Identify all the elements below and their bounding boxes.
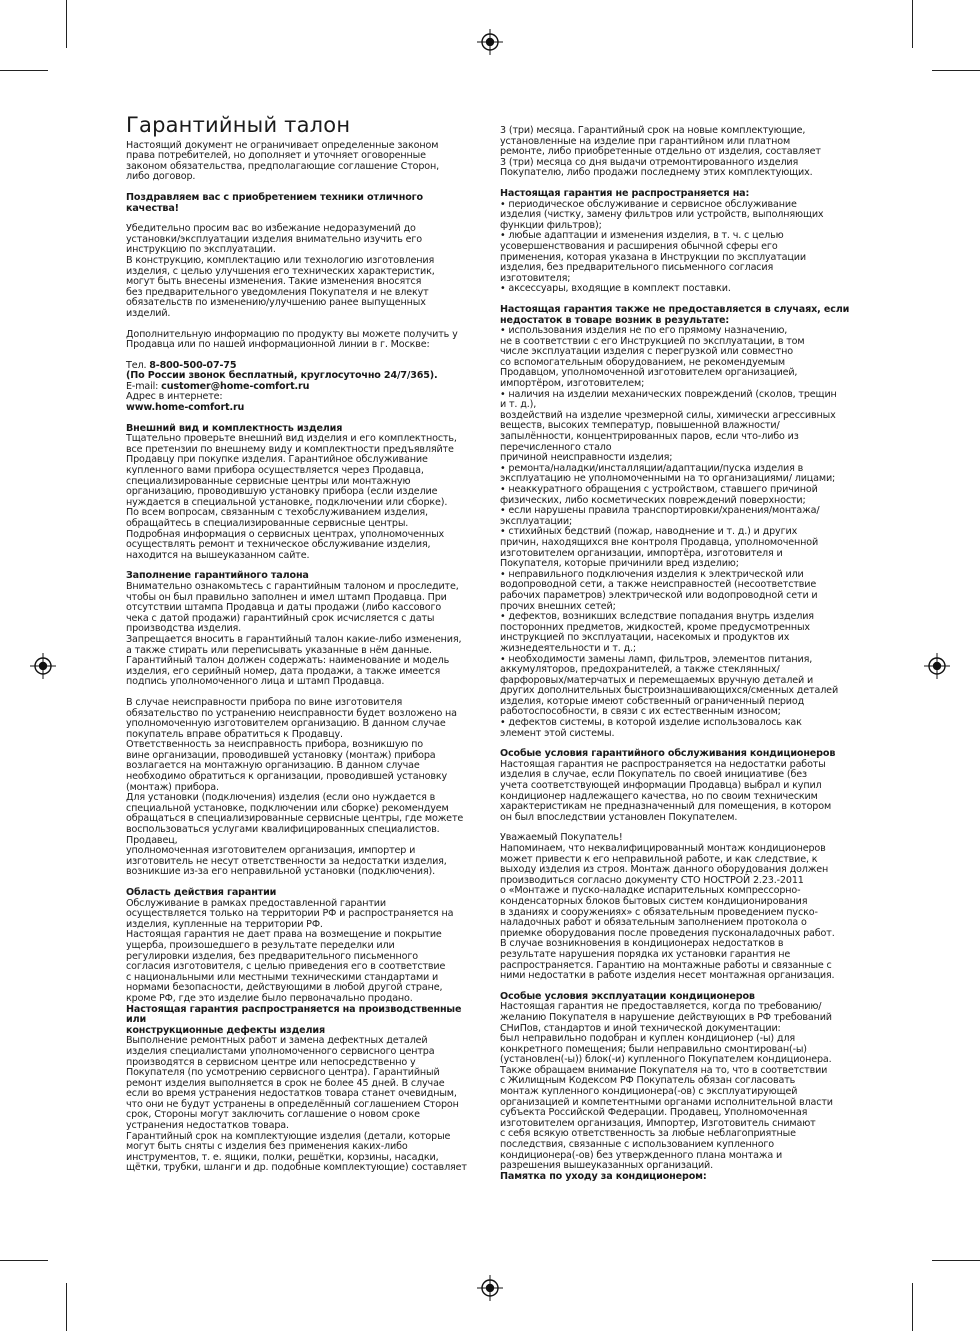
parts-continued-text: 3 (три) месяца. Гарантийный срок на новые комплектующие, установленные на изделие при гарантийном или платном ремонте, либо приобретенные отдельно от изделия, составляет 3 (три) месяца со дня выдачи отремонтированного изделия Покупателю, либо продажи последнему этих комплектующих.: [500, 125, 821, 179]
not-cover-list: • периодическое обслуживание и сервисное обслуживание изделия (чистку, замену фильтров или устройств, выполняющих функции фильтров); • любые адаптации и изменения изделия, в т. ч. с целью усовершенствования и расширения обычной сферы его применения, которая указана в Инструкции по эксплуатации изделия, без предварительного письменного согласия изготовителя; • аксессуары, входящие в комплект поставки.: [500, 198, 824, 295]
crop-mark: [66, 0, 67, 48]
care-heading: Памятка по уходу за кондиционером:: [500, 1170, 707, 1182]
phone-note: (По России звонок бесплатный, круглосуточно 24/7/365).: [126, 370, 438, 382]
email-link[interactable]: customer@home-comfort.ru: [161, 380, 310, 392]
not-cover-heading: Настоящая гарантия не распространяется на:: [500, 187, 750, 199]
dear-customer-text: Уважаемый Покупатель! Напоминаем, что неквалифицированный монтаж кондиционеров может привести к его неправильной работе, и как следствие, к выходу изделия из строя. Монтаж данного оборудования должен производиться согласно документу СТО НОСТРОЙ 2.23.-2011 о «Монтаже и пуско-наладке испарительных компрессорно- конденсаторных блоков бытовых систем кондиционирования в зданиях и сооружениях» с обязательным проведением пуско- наладочных работ и обязательным заполнением протокола о приемке оборудования после проведения пусконаладочных работ. В случае возникновения в кондиционерах недостатков в результате нарушения порядка их установки гарантия не распространяется. Гарантию на монтажные работы и связанные с ними недостатки в работе изделия несет монтажная организация.: [500, 832, 835, 982]
filling-heading: Заполнение гарантийного талона: [126, 570, 309, 582]
scope-heading: Область действия гарантии: [126, 887, 277, 898]
web-label: Адрес в интернете:: [126, 391, 223, 403]
registration-mark-icon: [924, 653, 950, 679]
crop-mark: [912, 1283, 913, 1331]
ac-service-text: Настоящая гарантия не распространяется на недостатки работы изделия в случае, если Покупатель по своей инициативе (без учета соответствующей информации Продавца) выбрал и купил кондиционер надлежащего качества, но по своим техническим характеристикам не предназначенный для помещения, в котором он был впоследствии установлен Покупателем.: [500, 758, 832, 823]
phone-label: Тел.: [126, 359, 150, 371]
right-column: [500, 126, 860, 1182]
defects-text: Выполнение ремонтных работ и замена дефектных деталей изделия специалистами уполномоченного сервисного центра производятся в сервисном центре или непосредственно у Покупателя (по усмотрению сервисного центра). Гарантийный ремонт изделия выполняется в срок не более 45 дней. В случае если во время устранения недостатков товара станет очевидным, что они не будут устранены в определённый соглашением Сторон срок, Стороны могут заключить соглашение о новом сроке устранения недостатков товара. Гарантийный срок на комплектующие изделия (детали, которые могут быть сняты с изделия без применения каких-либо инструментов, т. е. ящики, полки, решётки, корзины, насадки, щётки, трубки, шланги и др. подобные комплектующие) составляет: [126, 1035, 467, 1174]
crop-mark: [0, 1260, 48, 1261]
more-info-text: Дополнительную информацию по продукту вы можете получить у Продавца или по нашей информационной линии в г. Москве:: [126, 328, 458, 351]
scope-text: Обслуживание в рамках предоставленной гарантии осуществляется только на территории РФ и распространяется на изделия, купленные на территории РФ. Настоящая гарантия не дает права на возмещение и покрытие ущерба, произошедшего в результате переделки или регулировки изделия, без предварительного письменного согласия изготовителя, с целью приведения его в соответствие с национальными или местными техническими стандартами и нормами безопасности, действующими в любой другой стране, кроме РФ, где это изделие было первоначально продано.: [126, 897, 454, 1004]
registration-mark-icon: [477, 1275, 503, 1301]
ac-use-text: Настоящая гарантия не предоставляется, когда по требованию/ желанию Покупателя в нарушение действующих в РФ требований СНиПов, стандартов и иной технической документации: был неправильно подобран и куплен кондиционер (-ы) для конкретного помещения; были неправильно смонтирован(-ы) (установлен(-ы)) блок(-и) купленного Покупателем кондиционера. Также обращаем внимание Покупателя на то, что в соответствии с Жилищным Кодексом РФ Покупатель обязан согласовать монтаж купленного кондиционера(-ов) с эксплуатирующей организацией и компетентными органами исполнительной власти субъекта Российской Федерации. Продавец, Уполномоченная изготовителем организация, Импортер, Изготовитель снимают с себя всякую ответственность за любые неблагоприятные последствия, связанные с использованием купленного кондиционера(-ов) без утвержденного плана монтажа и разрешения вышеуказанных организаций.: [500, 1001, 833, 1172]
crop-mark: [932, 1260, 980, 1261]
crop-mark: [66, 1283, 67, 1331]
not-provided-heading: Настоящая гарантия также не предоставляется в случаях, если недостаток в товаре возник в результате:: [500, 303, 850, 326]
registration-mark-icon: [30, 653, 56, 679]
email-label: E-mail:: [126, 380, 162, 392]
crop-mark: [932, 70, 980, 71]
page-title: Гарантийный талон: [126, 113, 351, 137]
appearance-heading: Внешний вид и комплектность изделия: [126, 422, 343, 434]
left-column: [126, 113, 482, 1174]
appearance-text: Тщательно проверьте внешний вид изделия и его комплектность, все претензии по внешнему виду и комплектности предъявляйте Продавцу при покупке изделия. Гарантийное обслуживание купленного вами прибора осуществляется через Продавца, специализированные сервисные центры или монтажную организацию, проводившую установку прибора (если изделие нуждается в специальной установке, подключении или сборке). По всем вопросам, связанным с техобслуживанием изделия, обращайтесь в специализированные сервисные центры. Подробная информация о сервисных центрах, уполномоченных осуществлять ремонт и техническое обслуживание изделия, находится на вышеуказанном сайте.: [126, 433, 457, 561]
request-text: Убедительно просим вас во избежание недоразумений до установки/эксплуатации изделия внимательно изучить его инструкцию по эксплуатации. В конструкцию, комплектацию или технологию изготовления изделия, с целью улучшения его технических характеристик, могут быть внесены изменения. Такие изменения вносятся без предварительного уведомления Покупателя и не влекут обязательств по изменению/улучшению ранее выпущенных изделий.: [126, 223, 435, 319]
ac-use-heading: Особые условия эксплуатации кондиционеров: [500, 990, 755, 1002]
registration-mark-icon: [477, 29, 503, 55]
crop-mark: [912, 0, 913, 48]
congrats-heading: Поздравляем вас с приобретением техники отличного качества!: [126, 191, 423, 214]
intro-text: Настоящий документ не ограничивает определенные законом права потребителей, но дополняет и уточняет оговоренные законом обязательства, предполагающие соглашение Сторон, либо договор.: [126, 139, 440, 183]
ac-service-heading: Особые условия гарантийного обслуживания кондиционеров: [500, 748, 836, 760]
filling-text: Внимательно ознакомьтесь с гарантийным талоном и проследите, чтобы он был правильно заполнен и имел штамп Продавца. При отсутствии штампа Продавца и даты продажи (либо кассового чека с датой продажи) гарантийный срок исчисляется с даты производства изделия. Запрещается вносить в гарантийный талон какие-либо изменения, а также стирать или переписывать указанные в нём данные. Гарантийный талон должен содержать: наименование и модель изделия, его серийный номер, дата продажи, а также имеется подпись уполномоченного лица и штамп Продавца.: [126, 580, 462, 688]
crop-mark: [0, 70, 48, 71]
phone-number[interactable]: 8-800-500-07-75: [149, 359, 237, 371]
web-link[interactable]: www.home-comfort.ru: [126, 402, 245, 414]
not-provided-list: • использования изделия не по его прямому назначению, не в соответствии с его Инструкцией по эксплуатации, в том числе эксплуатации изделия с перегрузкой или совместно со вспомогательным оборудованием, не рекомендуемым Продавцом, уполномоченной изготовителем организацией, импортёром, изготовителем; • наличия на изделии механических повреждений (сколов, трещин и т. д.), воздействий на изделие чрезмерной силы, химически агрессивных веществ, высоких температур, повышенной влажности/ запылённости, концентрированных паров, если что-либо из перечисленного стало причиной неисправности изделия; • ремонта/наладки/инсталляции/адаптации/пуска изделия в эксплуатацию не уполномоченными на то организациями/ лицами; • неаккуратного обращения с устройством, ставшего причиной физических, либо косметических повреждений поверхности; • если нарушены правила транспортировки/хранения/монтажа/ эксплуатации; • стихийных бедствий (пожар, наводнение и т. д.) и других причин, находящихся вне контроля Продавца, уполномоченной изготовителем организации, импортёра, изготовителя и Покупателя, которые причинили вред изделию; • неправильного подключения изделия к электрической или водопроводной сети, а также неисправностей (несоответствие рабочих параметров) электрической или водопроводной сети и прочих внешних сетей; • дефектов, возникших вследствие попадания внутрь изделия посторонних предметов, жидкостей, кроме предусмотренных инструкцией по эксплуатации, насекомых и продуктов их жизнедеятельности и т. д.; • необходимости замены ламп, фильтров, элементов питания, аккумуляторов, предохранителей, а также стеклянных/ фарфоровых/матерчатых и перемещаемых вручную деталей и других дополнительных быстроизнашивающихся/сменных деталей изделия, которые имеют собственный ограниченный период работоспособности, в связи с их естественным износом; • дефектов системы, в которой изделие использовалось как элемент этой системы.: [500, 325, 839, 739]
defects-heading: Настоящая гарантия распространяется на производственные или конструкционные дефекты изделия: [126, 1003, 462, 1036]
fault-text: В случае неисправности прибора по вине изготовителя обязательство по устранению неисправности будет возложено на уполномоченную изготовителем организацию. В данном случае покупатель вправе обратиться к Продавцу. Ответственность за неисправность прибора, возникшую по вине организации, проводившей установку (монтаж) прибора возлагается на монтажную организацию. В данном случае необходимо обратиться к организации, проводившей установку (монтаж) прибора. Для установки (подключения) изделия (если оно нуждается в специальной установке, подключении или сборке) рекомендуем обращаться в специализированные сервисные центры, где можете воспользоваться услугами квалифицированных специалистов. Продавец, уполномоченная изготовителем организация, импортер и изготовитель не несут ответственности за недостатки изделия, возникшие из-за его неправильной установки (подключения).: [126, 696, 464, 878]
